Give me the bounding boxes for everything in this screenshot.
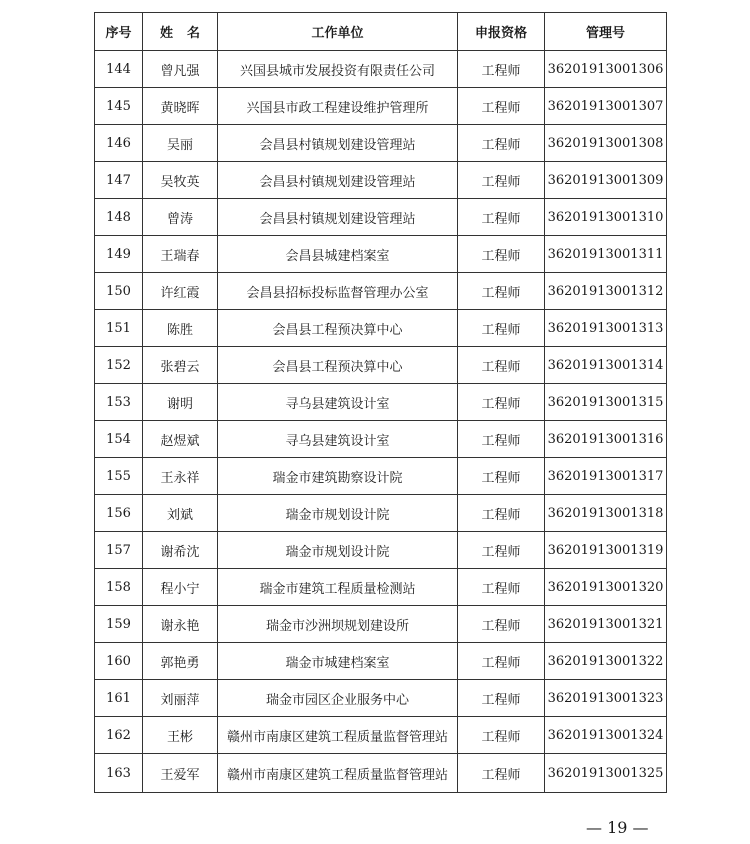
- cell-unit: 瑞金市沙洲坝规划建设所: [218, 606, 458, 643]
- cell-name: 曾凡强: [143, 51, 218, 88]
- header-unit: 工作单位: [218, 13, 458, 51]
- cell-qualification: 工程师: [458, 273, 545, 310]
- cell-qualification: 工程师: [458, 421, 545, 458]
- cell-seq: 163: [95, 754, 143, 793]
- cell-qualification: 工程师: [458, 458, 545, 495]
- table-row: [95, 643, 667, 680]
- cell-qualification: 工程师: [458, 606, 545, 643]
- cell-mgmt-no: 36201913001325: [545, 754, 667, 793]
- table-row: [95, 162, 667, 199]
- cell-mgmt-no: 36201913001319: [545, 532, 667, 569]
- table-row: [95, 717, 667, 754]
- cell-unit: 瑞金市规划设计院: [218, 532, 458, 569]
- header-name: 姓名: [143, 13, 218, 51]
- cell-qualification: 工程师: [458, 754, 545, 793]
- table-row: [95, 532, 667, 569]
- cell-seq: 153: [95, 384, 143, 421]
- table-row: [95, 606, 667, 643]
- cell-name: 王瑞春: [143, 236, 218, 273]
- cell-qualification: 工程师: [458, 569, 545, 606]
- table-row: [95, 236, 667, 273]
- cell-seq: 151: [95, 310, 143, 347]
- cell-name: 谢永艳: [143, 606, 218, 643]
- cell-unit: 会昌县工程预决算中心: [218, 347, 458, 384]
- cell-name: 王彬: [143, 717, 218, 754]
- table-row: [95, 495, 667, 532]
- table-row: [95, 421, 667, 458]
- page-number: — 19 —: [586, 818, 649, 837]
- cell-name: 曾涛: [143, 199, 218, 236]
- cell-qualification: 工程师: [458, 51, 545, 88]
- cell-seq: 155: [95, 458, 143, 495]
- cell-qualification: 工程师: [458, 347, 545, 384]
- cell-seq: 152: [95, 347, 143, 384]
- cell-unit: 会昌县村镇规划建设管理站: [218, 125, 458, 162]
- cell-name: 程小宁: [143, 569, 218, 606]
- cell-seq: 156: [95, 495, 143, 532]
- cell-qualification: 工程师: [458, 495, 545, 532]
- cell-mgmt-no: 36201913001314: [545, 347, 667, 384]
- cell-unit: 瑞金市建筑工程质量检测站: [218, 569, 458, 606]
- table-row: [95, 680, 667, 717]
- cell-seq: 148: [95, 199, 143, 236]
- cell-name: 郭艳勇: [143, 643, 218, 680]
- cell-mgmt-no: 36201913001311: [545, 236, 667, 273]
- cell-name: 王爱军: [143, 754, 218, 793]
- cell-seq: 145: [95, 88, 143, 125]
- cell-mgmt-no: 36201913001308: [545, 125, 667, 162]
- cell-qualification: 工程师: [458, 532, 545, 569]
- cell-seq: 144: [95, 51, 143, 88]
- cell-mgmt-no: 36201913001323: [545, 680, 667, 717]
- cell-qualification: 工程师: [458, 680, 545, 717]
- cell-unit: 赣州市南康区建筑工程质量监督管理站: [218, 754, 458, 793]
- qualification-roster-table: [94, 12, 667, 793]
- cell-seq: 146: [95, 125, 143, 162]
- table-row: [95, 384, 667, 421]
- cell-seq: 157: [95, 532, 143, 569]
- cell-qualification: 工程师: [458, 236, 545, 273]
- cell-mgmt-no: 36201913001306: [545, 51, 667, 88]
- cell-qualification: 工程师: [458, 310, 545, 347]
- cell-name: 吴牧英: [143, 162, 218, 199]
- cell-mgmt-no: 36201913001320: [545, 569, 667, 606]
- table-row: [95, 88, 667, 125]
- cell-seq: 158: [95, 569, 143, 606]
- table-row: [95, 458, 667, 495]
- cell-name: 许红霞: [143, 273, 218, 310]
- cell-mgmt-no: 36201913001324: [545, 717, 667, 754]
- table-row: [95, 51, 667, 88]
- cell-unit: 赣州市南康区建筑工程质量监督管理站: [218, 717, 458, 754]
- table-header-row: [95, 13, 667, 51]
- cell-unit: 寻乌县建筑设计室: [218, 421, 458, 458]
- cell-name: 刘斌: [143, 495, 218, 532]
- cell-unit: 兴国县城市发展投资有限责任公司: [218, 51, 458, 88]
- cell-mgmt-no: 36201913001321: [545, 606, 667, 643]
- cell-name: 王永祥: [143, 458, 218, 495]
- cell-mgmt-no: 36201913001312: [545, 273, 667, 310]
- cell-unit: 会昌县招标投标监督管理办公室: [218, 273, 458, 310]
- cell-qualification: 工程师: [458, 384, 545, 421]
- table-row: [95, 754, 667, 793]
- cell-unit: 会昌县村镇规划建设管理站: [218, 199, 458, 236]
- cell-seq: 149: [95, 236, 143, 273]
- cell-seq: 150: [95, 273, 143, 310]
- cell-name: 谢明: [143, 384, 218, 421]
- cell-unit: 瑞金市城建档案室: [218, 643, 458, 680]
- cell-seq: 147: [95, 162, 143, 199]
- cell-qualification: 工程师: [458, 162, 545, 199]
- cell-name: 谢希沈: [143, 532, 218, 569]
- cell-mgmt-no: 36201913001316: [545, 421, 667, 458]
- cell-qualification: 工程师: [458, 199, 545, 236]
- cell-mgmt-no: 36201913001315: [545, 384, 667, 421]
- table-row: [95, 569, 667, 606]
- header-qualification: 申报资格: [458, 13, 545, 51]
- cell-unit: 寻乌县建筑设计室: [218, 384, 458, 421]
- cell-unit: 瑞金市园区企业服务中心: [218, 680, 458, 717]
- cell-qualification: 工程师: [458, 88, 545, 125]
- cell-mgmt-no: 36201913001318: [545, 495, 667, 532]
- header-mgmt-no: 管理号: [545, 13, 667, 51]
- cell-name: 陈胜: [143, 310, 218, 347]
- cell-mgmt-no: 36201913001309: [545, 162, 667, 199]
- table-row: [95, 125, 667, 162]
- cell-mgmt-no: 36201913001317: [545, 458, 667, 495]
- cell-name: 吴丽: [143, 125, 218, 162]
- cell-qualification: 工程师: [458, 717, 545, 754]
- table-row: [95, 310, 667, 347]
- cell-mgmt-no: 36201913001307: [545, 88, 667, 125]
- cell-unit: 会昌县城建档案室: [218, 236, 458, 273]
- table-row: [95, 273, 667, 310]
- cell-name: 张碧云: [143, 347, 218, 384]
- cell-seq: 162: [95, 717, 143, 754]
- cell-unit: 兴国县市政工程建设维护管理所: [218, 88, 458, 125]
- cell-seq: 161: [95, 680, 143, 717]
- cell-qualification: 工程师: [458, 643, 545, 680]
- cell-unit: 瑞金市规划设计院: [218, 495, 458, 532]
- cell-seq: 154: [95, 421, 143, 458]
- cell-seq: 160: [95, 643, 143, 680]
- cell-unit: 会昌县村镇规划建设管理站: [218, 162, 458, 199]
- header-seq: 序号: [95, 13, 143, 51]
- cell-mgmt-no: 36201913001322: [545, 643, 667, 680]
- cell-name: 刘丽萍: [143, 680, 218, 717]
- cell-unit: 瑞金市建筑勘察设计院: [218, 458, 458, 495]
- cell-qualification: 工程师: [458, 125, 545, 162]
- cell-unit: 会昌县工程预决算中心: [218, 310, 458, 347]
- table-row: [95, 199, 667, 236]
- cell-seq: 159: [95, 606, 143, 643]
- cell-mgmt-no: 36201913001313: [545, 310, 667, 347]
- cell-name: 赵煜斌: [143, 421, 218, 458]
- table-body: [95, 51, 667, 793]
- table-row: [95, 347, 667, 384]
- cell-mgmt-no: 36201913001310: [545, 199, 667, 236]
- cell-name: 黄晓晖: [143, 88, 218, 125]
